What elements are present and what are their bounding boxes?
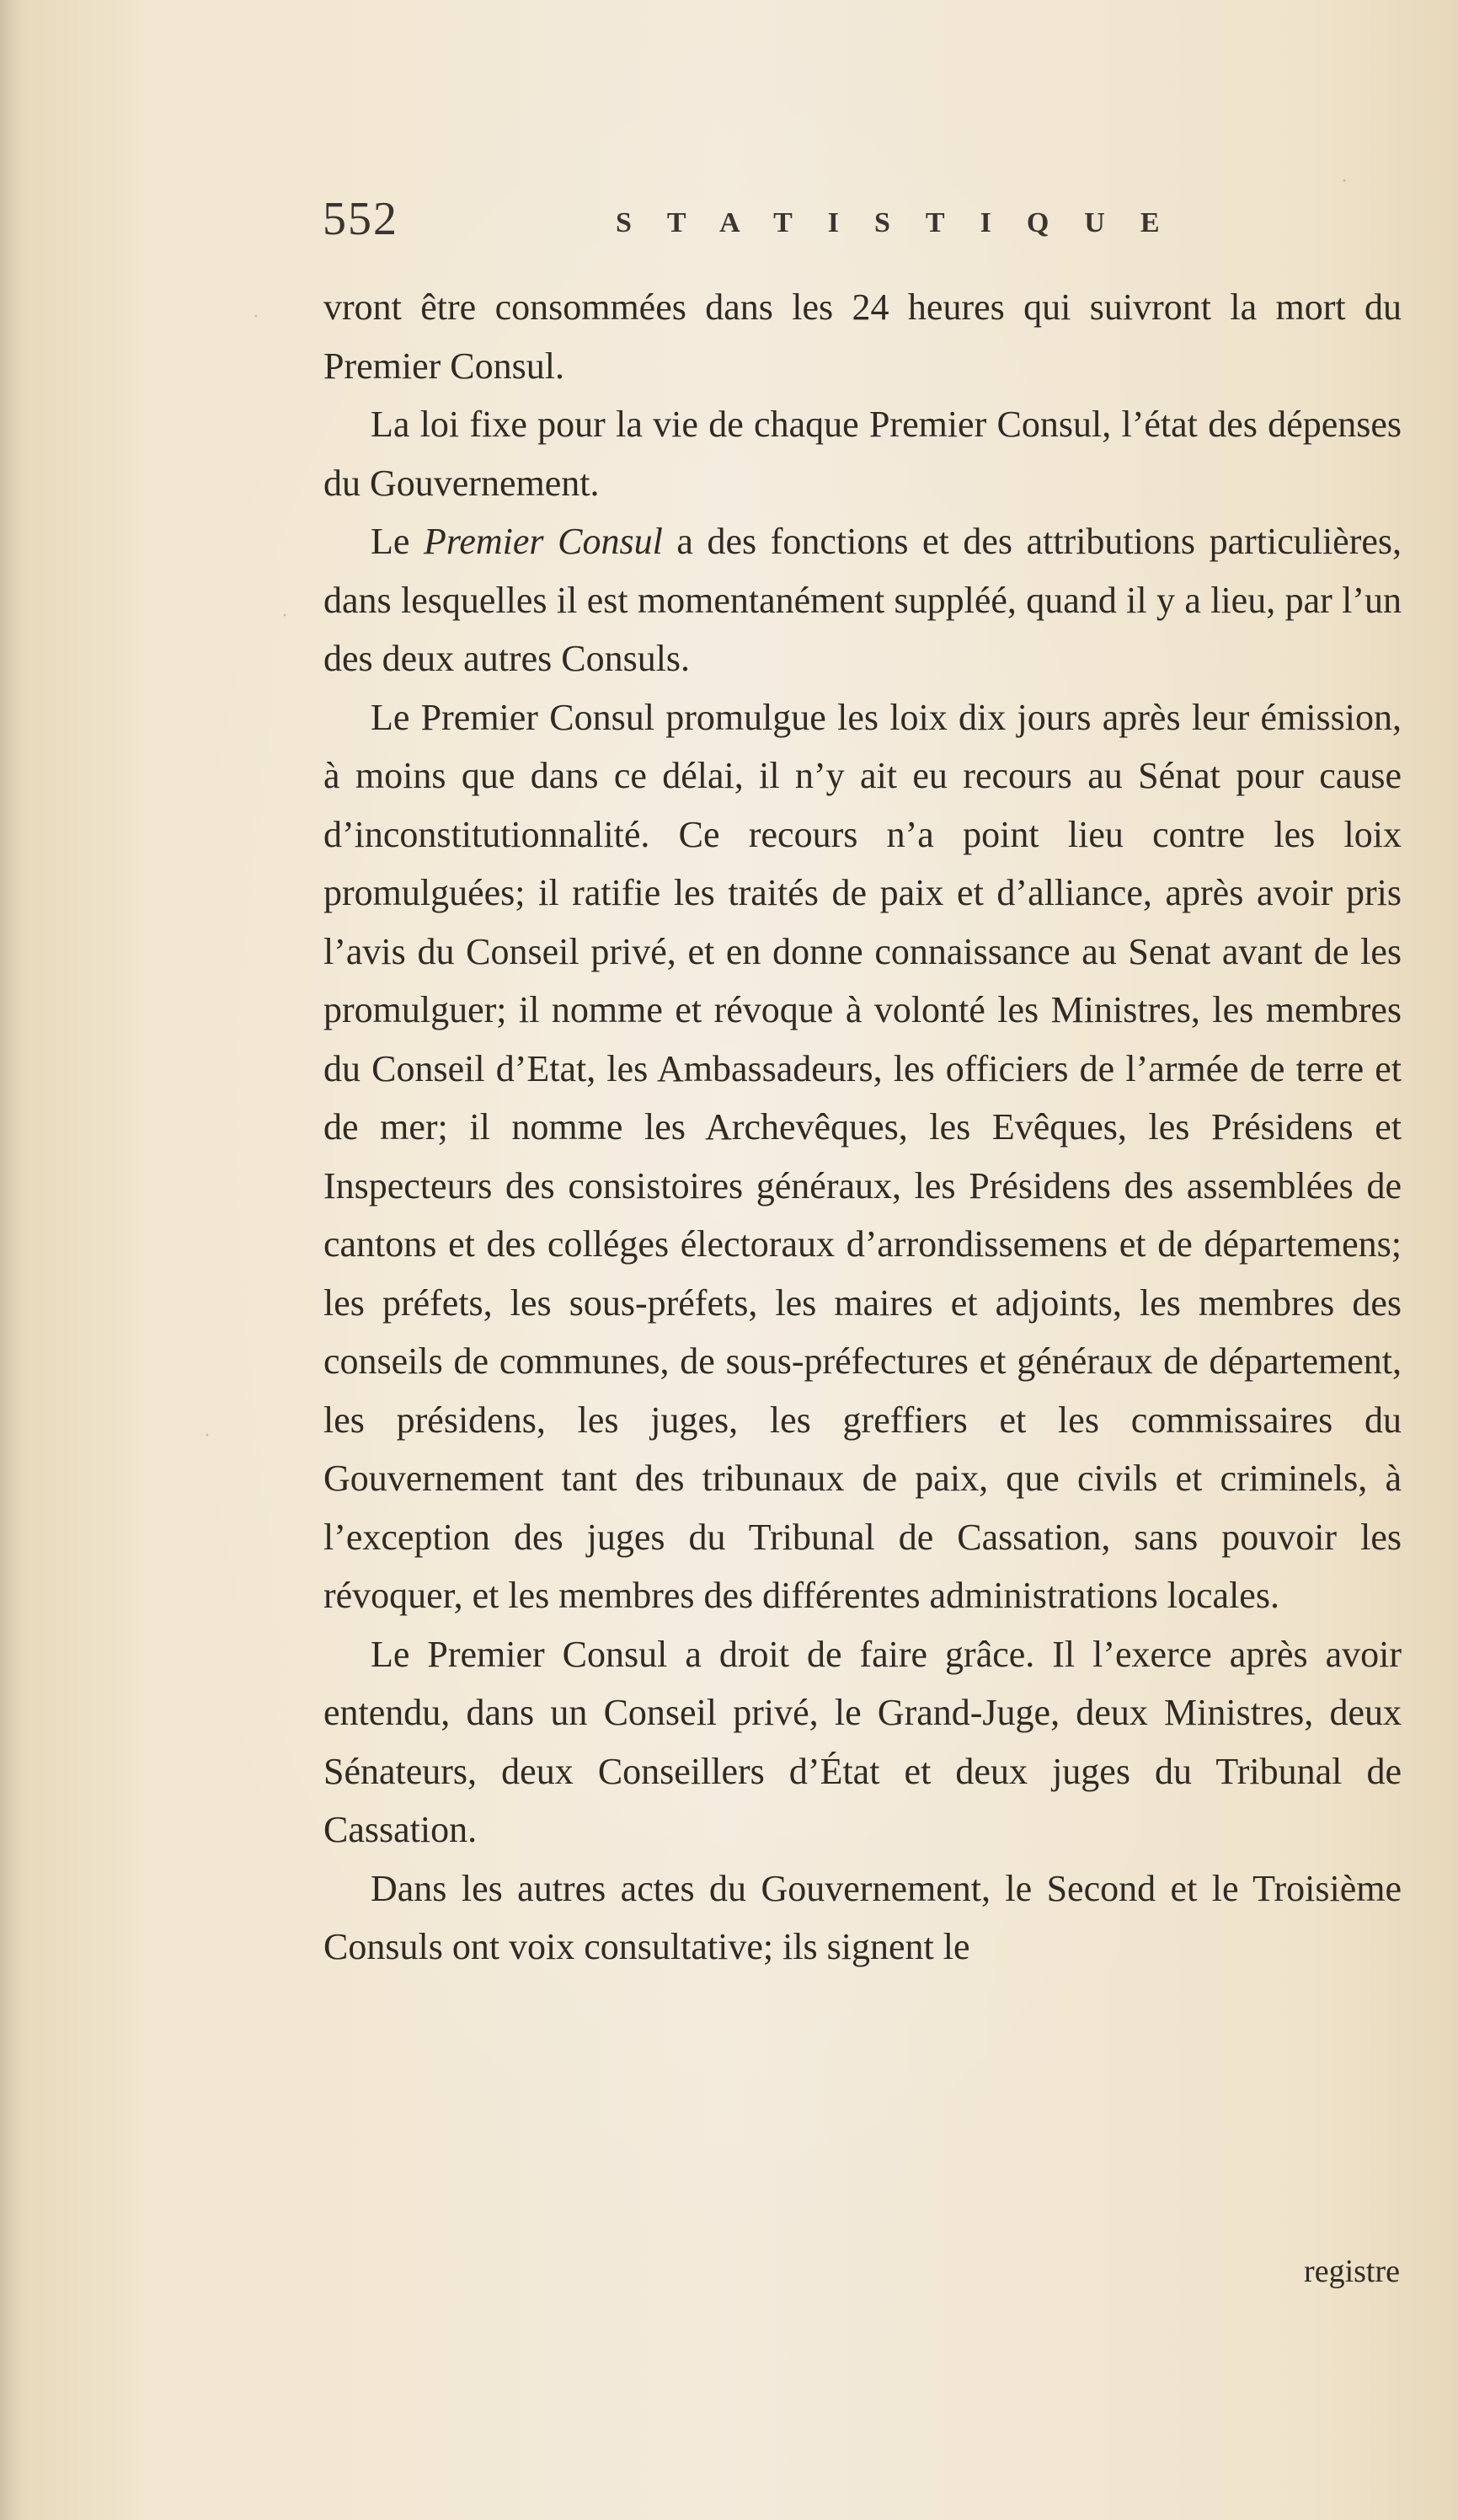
paragraph-3-lead: Le — [371, 521, 424, 562]
catchword: registre — [1304, 2254, 1400, 2289]
paragraph-6: Dans les autres actes du Gouvernement, le Second et le Troisième Consuls ont voix consultative; ils signent le — [323, 1867, 1402, 1967]
running-head — [323, 192, 1195, 259]
paragraph-5: Le Premier Consul a droit de faire grâce. Il l’exerce après avoir entendu, dans un Conseil privé, le Grand-Juge, deux Ministres, deux Sénateurs, deux Conseillers d’État et deux juges du Tribunal de Cassation. — [323, 1633, 1402, 1850]
paragraph-3 — [323, 512, 1402, 688]
body-text — [323, 278, 1402, 1977]
running-title: STATISTIQUE — [616, 207, 1195, 238]
margin-mark: · — [1341, 170, 1348, 192]
page-gutter-shadow — [0, 0, 22, 2520]
paragraph-1: vront être consommées dans les 24 heures qui suivront la mort du Premier Consul. — [323, 286, 1402, 387]
page-number: 552 — [323, 193, 398, 245]
margin-mark: · — [281, 605, 288, 627]
paragraph-3-rest: a des fonctions et des attributions particulières, dans lesquelles il est momentanément suppléé, quand il y a lieu, par l’un des deux autres Consuls. — [323, 521, 1402, 679]
paragraph-2: La loi fixe pour la vie de chaque Premier Consul, l’état des dépenses du Gouvernement. — [323, 404, 1402, 504]
paragraph-3-emphasis: Premier Consul — [423, 521, 663, 562]
margin-mark: · — [253, 306, 259, 328]
paragraph-4: Le Premier Consul promulgue les loix dix jours après leur émission, à moins que dans ce délai, il n’y ait eu recours au Sénat pour cause d’inconstitutionnalité. Ce recours n’a point lieu contre les loix promulguées; il ratifie les traités de paix et d’alliance, après avoir pris l’avis du Conseil privé, et en donne connaissance au Senat avant de les promulguer; il nomme et révoque à volonté les Ministres, les membres du Conseil d’Etat, les Ambassadeurs, les officiers de l’armée de terre et de mer; il nomme les Archevêques, les Evêques, les Présidens et Inspecteurs des consistoires généraux, les Présidens des assemblées de cantons et des colléges électoraux d’arrondissemens et de départemens; les préfets, les sous-préfets, les maires et adjoints, les membres des conseils de communes, de sous-préfectures et généraux de département, les présidens, les juges, les greffiers et les commissaires du Gouvernement tant des tribunaux de paix, que civils et criminels, à l’exception des juges du Tribunal de Cassation, sans pouvoir les révoquer, et les membres des différentes administrations locales. — [323, 696, 1402, 1616]
margin-mark: · — [204, 1425, 211, 1447]
